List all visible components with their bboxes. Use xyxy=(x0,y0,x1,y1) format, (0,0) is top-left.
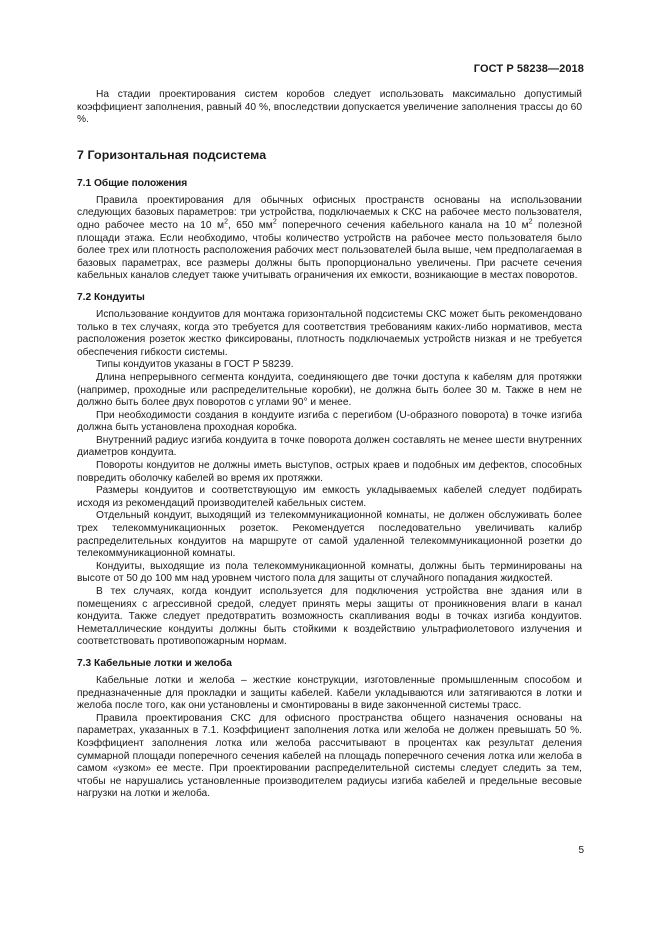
paragraph: Размеры кондуитов и соответствующую им емкость укладываемых кабелей следует подбирать исходя из рекомендаций производителей кабельных систем. xyxy=(77,485,582,509)
section-7-3-heading: 7.3 Кабельные лотки и желоба xyxy=(77,657,232,669)
superscript: 2 xyxy=(528,218,533,226)
text-run: , 650 мм xyxy=(227,219,273,231)
text-run: полезной площади этажа. Если необходимо, чтобы количество устройств на рабочее место пользователя было более трех или плотность расположения рабочих мест пользователей была выше, чем предполагаемая в базовых параметрах, все размеры должны быть пропорционально увеличены. При расчете сечения кабельных каналов следует также учитывать ограничения их емкости, возникающие в местах поворотов. xyxy=(77,219,583,282)
superscript: 2 xyxy=(272,218,277,226)
text-run: поперечного сечения кабельного канала на 10 м xyxy=(276,219,529,231)
paragraph: Кондуиты, выходящие из пола телекоммуникационной комнаты, должны быть терминированы на высоте от 50 до 100 мм над уровнем чистого пола для защиты от случайного попадания жидкостей. xyxy=(77,560,582,585)
paragraph: Кабельные лотки и желоба – жесткие конструкции, изготовленные промышленным способом и предназначенные для прокладки и защиты кабелей. Кабели укладываются или затягиваются в лотки и желоба после того, как они установлены и смонтированы в виде законченной системы трасс. xyxy=(77,674,582,712)
paragraph: В тех случаях, когда кондуит используется для подключения устройства вне здания или в помещениях с агрессивной средой, следует принять меры защиты от проникновения влаги в канал кондуита. Также следует предотвратить возможность скапливания воды в точках изгиба кондуитов. Неметаллические кондуиты должны быть стойкими к воздействию ультрафиолетового излучения и соответствовать противопожарным нормам. xyxy=(77,586,582,648)
paragraph: Внутренний радиус изгиба кондуита в точке поворота должен составлять не менее шести внутренних диаметров кондуита. xyxy=(77,434,582,459)
paragraph: Типы кондуитов указаны в ГОСТ Р 58239. xyxy=(96,359,294,371)
paragraph: Использование кондуитов для монтажа горизонтальной подсистемы СКС может быть рекомендовано только в тех случаях, когда это требуется для соответствия требованиям каких-либо нормативов, места расположения розеток жестко фиксированы, плотность подключаемых устройств низкая и не требуется обеспечения гибкости системы. xyxy=(77,308,582,358)
paragraph: Повороты кондуитов не должны иметь выступов, острых краев и подобных им дефектов, способных повредить оболочку кабелей во время их протяжки. xyxy=(77,460,582,484)
page-content xyxy=(77,89,582,801)
section-7-heading: 7 Горизонтальная подсистема xyxy=(77,147,267,162)
paragraph: При необходимости создания в кондуите изгиба с перегибом (U-образного поворота) в точке изгиба должна быть установлена проходная коробка. xyxy=(77,409,582,434)
section-7-2-heading: 7.2 Кондуиты xyxy=(77,291,145,303)
superscript: 2 xyxy=(224,218,228,226)
paragraph: Отдельный кондуит, выходящий из телекоммуникационной комнаты, не должен обслуживать более трех телекоммуникационных розеток. Рекомендуется последовательно увеличивать калибр распределительных кондуитов на маршруте от самой удаленной телекоммуникационной розетки до телекоммуникационной комнаты. xyxy=(77,510,582,560)
paragraph: Длина непрерывного сегмента кондуита, соединяющего две точки доступа к кабелям для протяжки (например, проходные или распределительные коробки), не должна быть более 30 м. Также в нем не должно быть более двух поворотов с углами 90° и менее. xyxy=(77,371,582,409)
paragraph: Правила проектирования СКС для офисного пространства общего назначения основаны на параметрах, указанных в 7.1. Коэффициент заполнения лотка или желоба не должен превышать 50 %. Коэффициент заполнения лотка или желоба рассчитывают в процентах как результат деления суммарной площади поперечного сечения кабелей на площадь поперечного сечения лотка или желоба в самом «узком» ее месте. При проектировании распределительной системы следует следить за тем, чтобы не нарушались установленные производителем радиусы изгиба кабелей и предельные весовые нагрузки на лотки и желоба. xyxy=(77,712,582,800)
standard-designation: ГОСТ Р 58238—2018 xyxy=(473,63,584,75)
text-run: Правила проектирования для обычных офисных пространств основаны на использовании следующих базовых параметров: три устройства, подключаемых к СКС на рабочее место пользователя, одно рабочее место на 10 м xyxy=(77,194,582,231)
intro-paragraph: На стадии проектирования систем коробов следует использовать максимально допустимый коэффициент заполнения, равный 40 %, впоследствии допускается увеличение заполнения трассы до 60 %. xyxy=(77,89,582,126)
section-7-1-paragraph xyxy=(77,195,582,283)
page-number: 5 xyxy=(578,845,584,856)
section-7-1-heading: 7.1 Общие положения xyxy=(77,177,188,189)
